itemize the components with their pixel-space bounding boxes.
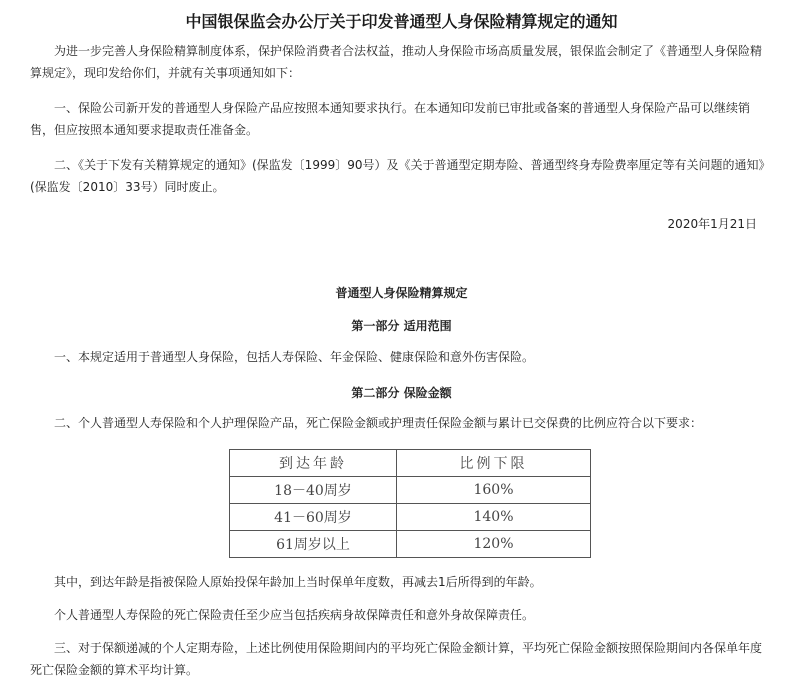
item-1-paragraph: 一、保险公司新开发的普通型人身保险产品应按照本通知要求执行。在本通知印发前已审批或备案的普通型人身保险产品可以继续销售，但应按照本通知要求提取责任准备金。 (30, 101, 751, 137)
age-cell: 61周岁以上 (230, 531, 397, 558)
table-row (230, 531, 591, 558)
column-header-ratio: 比例下限 (397, 450, 591, 477)
age-definition-note: 其中，到达年龄是指被保险人原始投保年龄加上当时保单年度数，再减去1后所得到的年龄。 (54, 575, 542, 589)
item-3-paragraph: 三、对于保额递减的个人定期寿险，上述比例使用保险期间内的平均死亡保险金额计算，平均死亡保险金额按照保险期间内各保单年度死亡保险金额的算术平均计算。 (30, 641, 763, 677)
regulation-title: 普通型人身保险精算规定 (335, 286, 468, 300)
item-2-paragraph: 二、《关于下发有关精算规定的通知》(保监发〔1999〕90号）及《关于普通型定期寿险、普通型终身寿险费率厘定等有关问题的通知》(保监发〔2010〕33号）同时废止。 (30, 158, 765, 194)
issue-date: 2020年1月21日 (667, 217, 757, 231)
ratio-table (229, 449, 591, 558)
intro-paragraph: 为进一步完善人身保险精算制度体系，保护保险消费者合法权益，推动人身保险市场高质量发展，银保监会制定了《普通型人身保险精算规定》，现印发给你们，并就有关事项通知如下： (30, 44, 763, 80)
part-1-heading: 第一部分 适用范围 (351, 319, 452, 333)
death-coverage-note: 个人普通型人寿保险的死亡保险责任至少应当包括疾病身故保障责任和意外身故保障责任。 (54, 608, 535, 622)
notice-title: 中国银保监会办公厅关于印发普通型人身保险精算规定的通知 (185, 12, 618, 31)
table-row (230, 504, 591, 531)
age-cell: 41－60周岁 (230, 504, 397, 531)
ratio-cell: 140% (397, 504, 591, 531)
age-cell: 18－40周岁 (230, 477, 397, 504)
part-2-heading: 第二部分 保险金额 (351, 386, 452, 400)
part-2-text: 二、个人普通型人寿保险和个人护理保险产品，死亡保险金额或护理责任保险金额与累计已交保费的比例应符合以下要求： (54, 416, 703, 430)
column-header-age: 到达年龄 (230, 450, 397, 477)
ratio-cell: 160% (397, 477, 591, 504)
part-1-text: 一、本规定适用于普通型人身保险，包括人寿保险、年金保险、健康保险和意外伤害保险。 (54, 350, 535, 364)
ratio-cell: 120% (397, 531, 591, 558)
table-header-row (230, 450, 591, 477)
table-row (230, 477, 591, 504)
